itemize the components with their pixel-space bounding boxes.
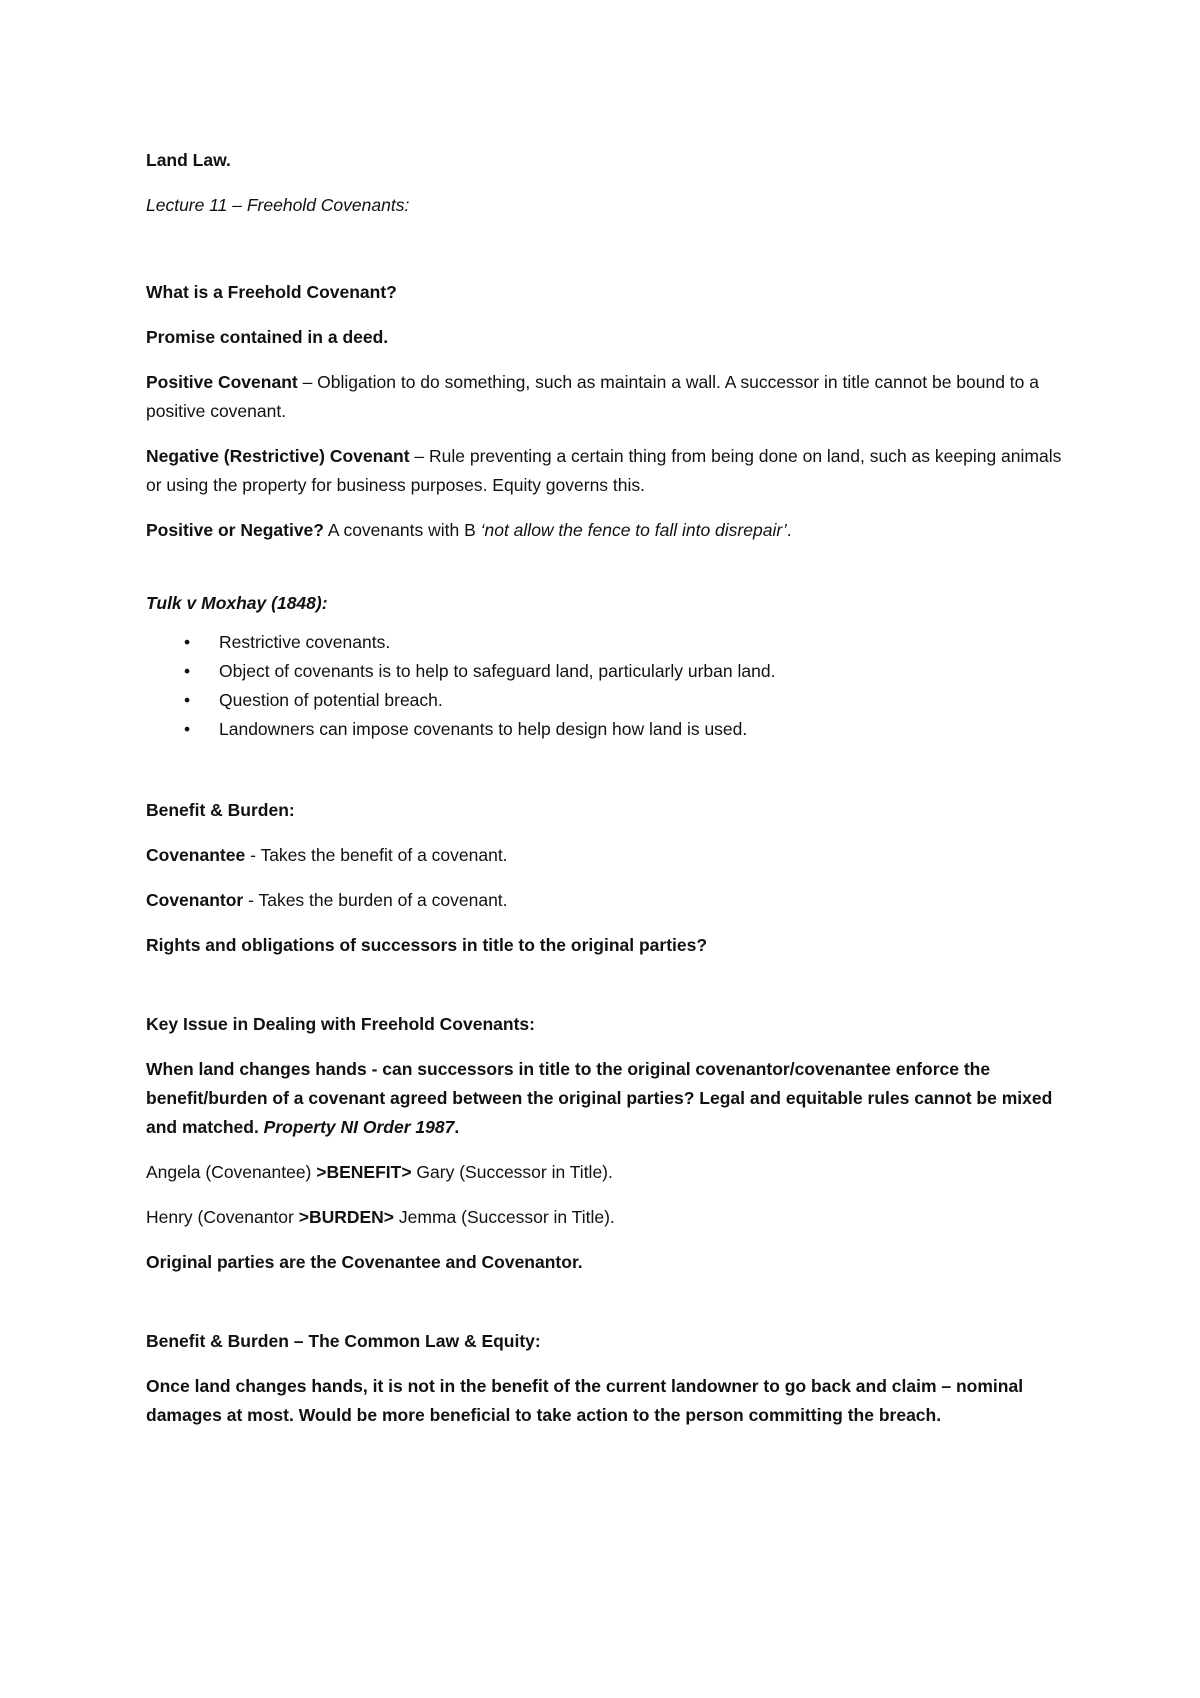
benefit-burden-heading: Benefit & Burden: [146, 800, 295, 820]
covenantee-line: Covenantee - Takes the benefit of a covenant. [146, 845, 508, 865]
common-law-equity-paragraph: Once land changes hands, it is not in the benefit of the current landowner to go back and claim – nominal damages at most. Would be more beneficial to take action to the person committing the breach. [146, 1376, 1024, 1425]
original-parties-line: Original parties are the Covenantee and Covenantor. [146, 1252, 583, 1272]
document-page [146, 146, 1066, 1430]
angela-line: Angela (Covenantee) >BENEFIT> Gary (Successor in Title). [146, 1162, 613, 1182]
positive-or-negative-paragraph: Positive or Negative? A covenants with B ‘not allow the fence to fall into disrepair’. [146, 520, 792, 540]
list-item: • Landowners can impose covenants to help design how land is used. [146, 715, 1066, 744]
key-issue-heading: Key Issue in Dealing with Freehold Covenants: [146, 1014, 535, 1034]
bullet-icon: • [184, 719, 191, 739]
covenantor-line: Covenantor - Takes the burden of a covenant. [146, 890, 508, 910]
rights-question: Rights and obligations of successors in title to the original parties? [146, 935, 708, 955]
negative-covenant-paragraph: Negative (Restrictive) Covenant – Rule preventing a certain thing from being done on land, such as keeping animals or using the property for business purposes. Equity governs this. [146, 446, 1062, 495]
bullet-icon: • [184, 661, 191, 681]
bullet-icon: • [184, 690, 191, 710]
list-item: • Question of potential breach. [146, 686, 1066, 715]
lecture-title: Lecture 11 – Freehold Covenants: [146, 195, 410, 215]
section-heading-what-is: What is a Freehold Covenant? [146, 282, 397, 302]
list-item: • Object of covenants is to help to safeguard land, particularly urban land. [146, 657, 1066, 686]
list-item: • Restrictive covenants. [146, 628, 1066, 657]
promise-line: Promise contained in a deed. [146, 327, 389, 347]
key-issue-paragraph: When land changes hands - can successors in title to the original covenantor/covenantee enforce the benefit/burden of a covenant agreed between the original parties? Legal and equitable rules cannot be mixed and matched. Property NI Order 1987. [146, 1059, 1053, 1137]
bullet-icon: • [184, 632, 191, 652]
henry-line: Henry (Covenantor >BURDEN> Jemma (Successor in Title). [146, 1207, 615, 1227]
positive-covenant-paragraph: Positive Covenant – Obligation to do something, such as maintain a wall. A successor in title cannot be bound to a positive covenant. [146, 372, 1039, 421]
tulk-heading: Tulk v Moxhay (1848): [146, 593, 328, 613]
common-law-equity-heading: Benefit & Burden – The Common Law & Equity: [146, 1331, 541, 1351]
tulk-bullet-list [146, 628, 1066, 744]
document-title: Land Law. [146, 150, 231, 170]
